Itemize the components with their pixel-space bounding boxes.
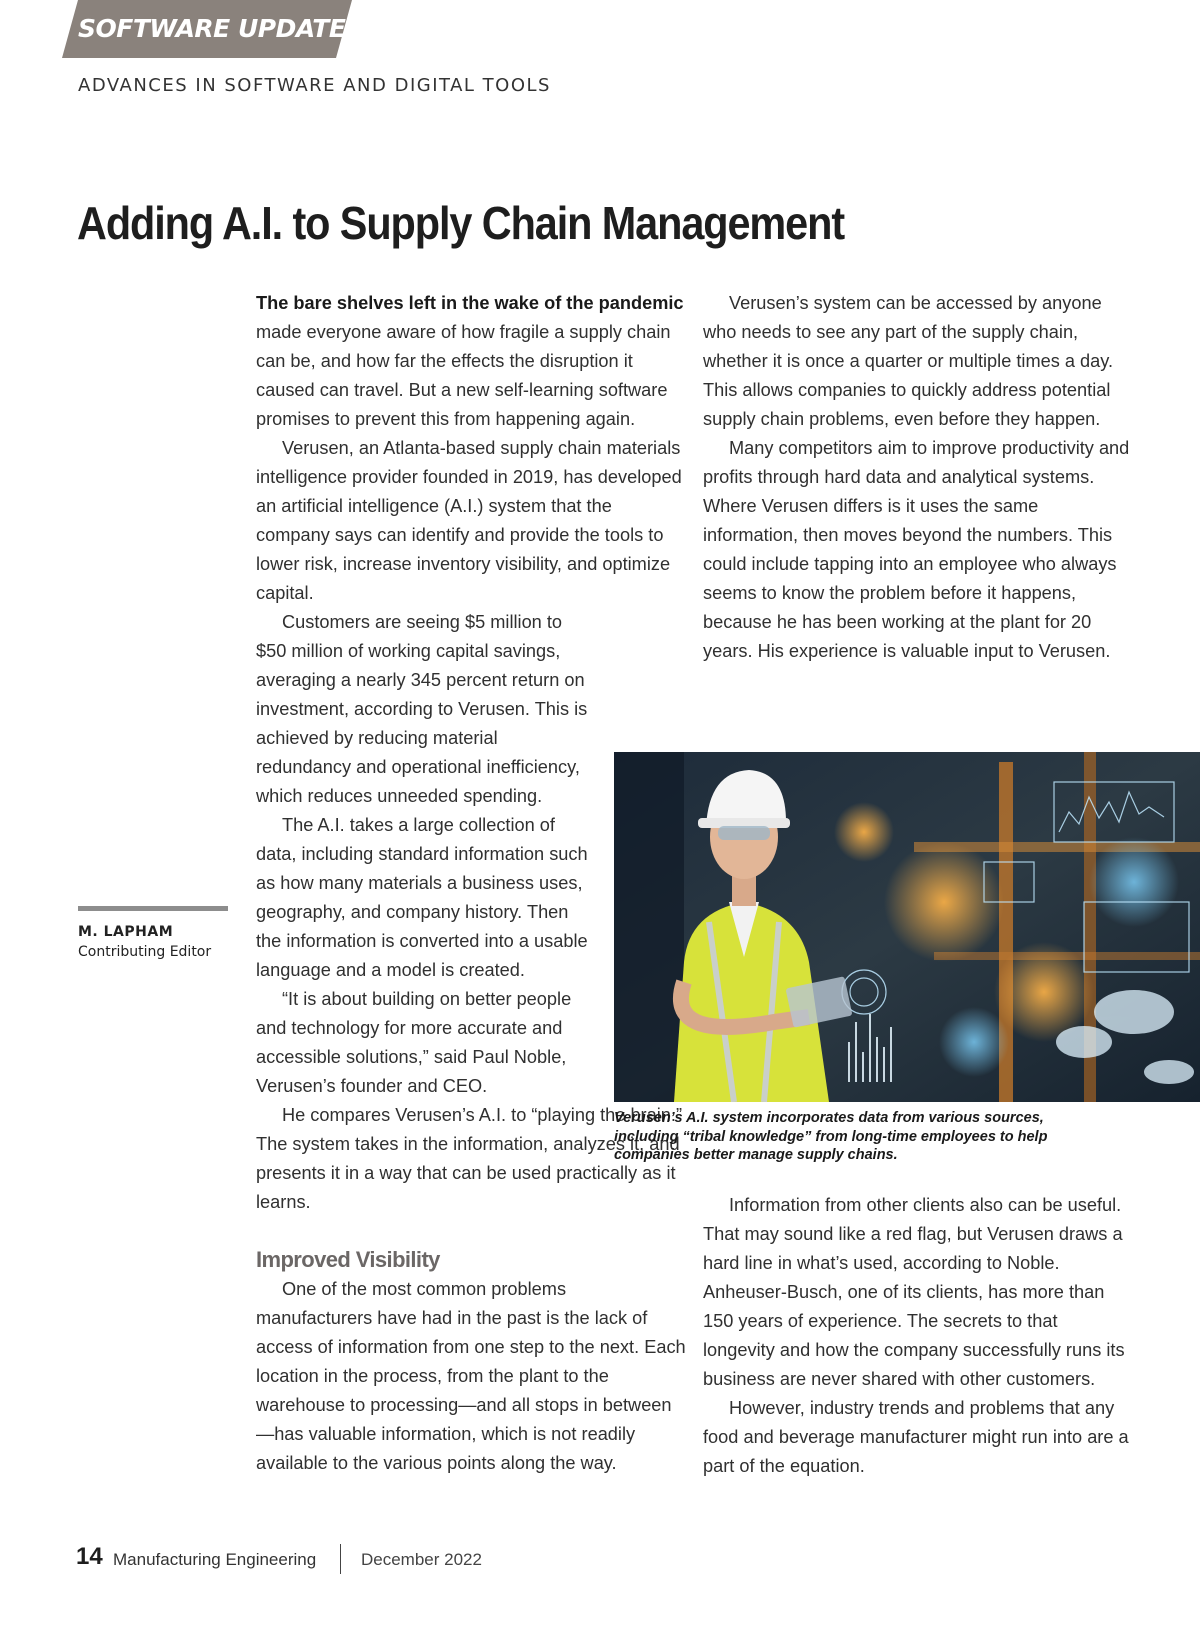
body-paragraph: Verusen’s system can be accessed by anyone who needs to see any part of the supply chain, whether it is once a quarter or multiple times a day. This allows companies to quickly address potential supply chain problems, even before they happen. — [703, 293, 1114, 429]
footer-divider — [340, 1544, 341, 1574]
byline-rule — [78, 906, 228, 911]
article-headline: Adding A.I. to Supply Chain Management — [77, 197, 845, 249]
body-paragraph: Customers are seeing $5 million to $50 million of working capital savings, averaging a nearly 345 percent return on investment, according to Verusen. This is achieved by reducing material redundancy and operational inefficiency, which reduces unneeded spending. — [256, 612, 588, 806]
article-column-right-top — [703, 289, 1133, 666]
body-paragraph: Many competitors aim to improve productivity and profits through hard data and analytical systems. Where Verusen differs is it uses the same information, then moves beyond the numbers. This could include tapping into an employee who always seems to know the problem before it happens, because he has been working at the plant for 20 years. His experience is valuable input to Verusen. — [703, 438, 1130, 661]
section-subtitle: ADVANCES IN SOFTWARE AND DIGITAL TOOLS — [78, 75, 551, 96]
author-title: Contributing Editor — [78, 944, 212, 960]
lead-bold-text: The bare shelves left in the wake of the pandemic — [256, 293, 684, 313]
section-tag-label: SOFTWARE UPDATE — [78, 14, 346, 43]
body-paragraph: However, industry trends and problems that any food and beverage manufacturer might run into are a part of the equation. — [703, 1398, 1129, 1476]
issue-date: December 2022 — [361, 1550, 482, 1569]
photo-caption: Verusen’s A.I. system incorporates data from various sources, including “tribal knowledge” from long-time employees to help companies better manage supply chains. — [614, 1110, 1048, 1163]
lead-body-text: made everyone aware of how fragile a supply chain can be, and how far the effects the disruption it caused can travel. But a new self-learning software promises to prevent this from happening again. — [256, 322, 671, 429]
body-paragraph: One of the most common problems manufacturers have had in the past is the lack of access of information from one step to the next. Each location in the process, from the plant to the warehouse to processing—and all stops in between—has valuable information, which is not readily available to the various points along the way. — [256, 1279, 686, 1473]
article-photo — [614, 752, 1200, 1102]
body-paragraph: Verusen, an Atlanta-based supply chain materials intelligence provider founded in 2019, has developed an artificial intelligence (A.I.) system that the company says can identify and provide the tools to lower risk, increase inventory visibility, and optimize capital. — [256, 438, 682, 603]
body-paragraph: The A.I. takes a large collection of data, including standard information such as how many materials a business uses, geography, and company history. Then the information is converted into a usable language and a model is created. — [256, 815, 588, 980]
subhead-improved-visibility: Improved Visibility — [256, 1247, 440, 1272]
author-name: M. LAPHAM — [78, 924, 174, 940]
body-paragraph: “It is about building on better people and technology for more accurate and accessible solutions,” said Paul Noble, Verusen’s founder and CEO. — [256, 989, 572, 1096]
worker-hud-illustration — [614, 752, 1200, 1102]
body-paragraph: He compares Verusen’s A.I. to “playing the brain.” The system takes in the information, analyzes it, and presents it in a way that can be used practically as it learns. — [256, 1105, 682, 1212]
body-paragraph: Information from other clients also can be useful. That may sound like a red flag, but Verusen draws a hard line in what’s used, according to Noble. Anheuser-Busch, one of its clients, has more than 150 years of experience. The secrets to that longevity and how the company successfully runs its business are never shared with other customers. — [703, 1195, 1125, 1389]
page-number: 14 — [76, 1543, 103, 1570]
magazine-name: Manufacturing Engineering — [113, 1550, 317, 1569]
article-column-right-bottom — [703, 1191, 1133, 1481]
lead-paragraph — [256, 289, 686, 434]
